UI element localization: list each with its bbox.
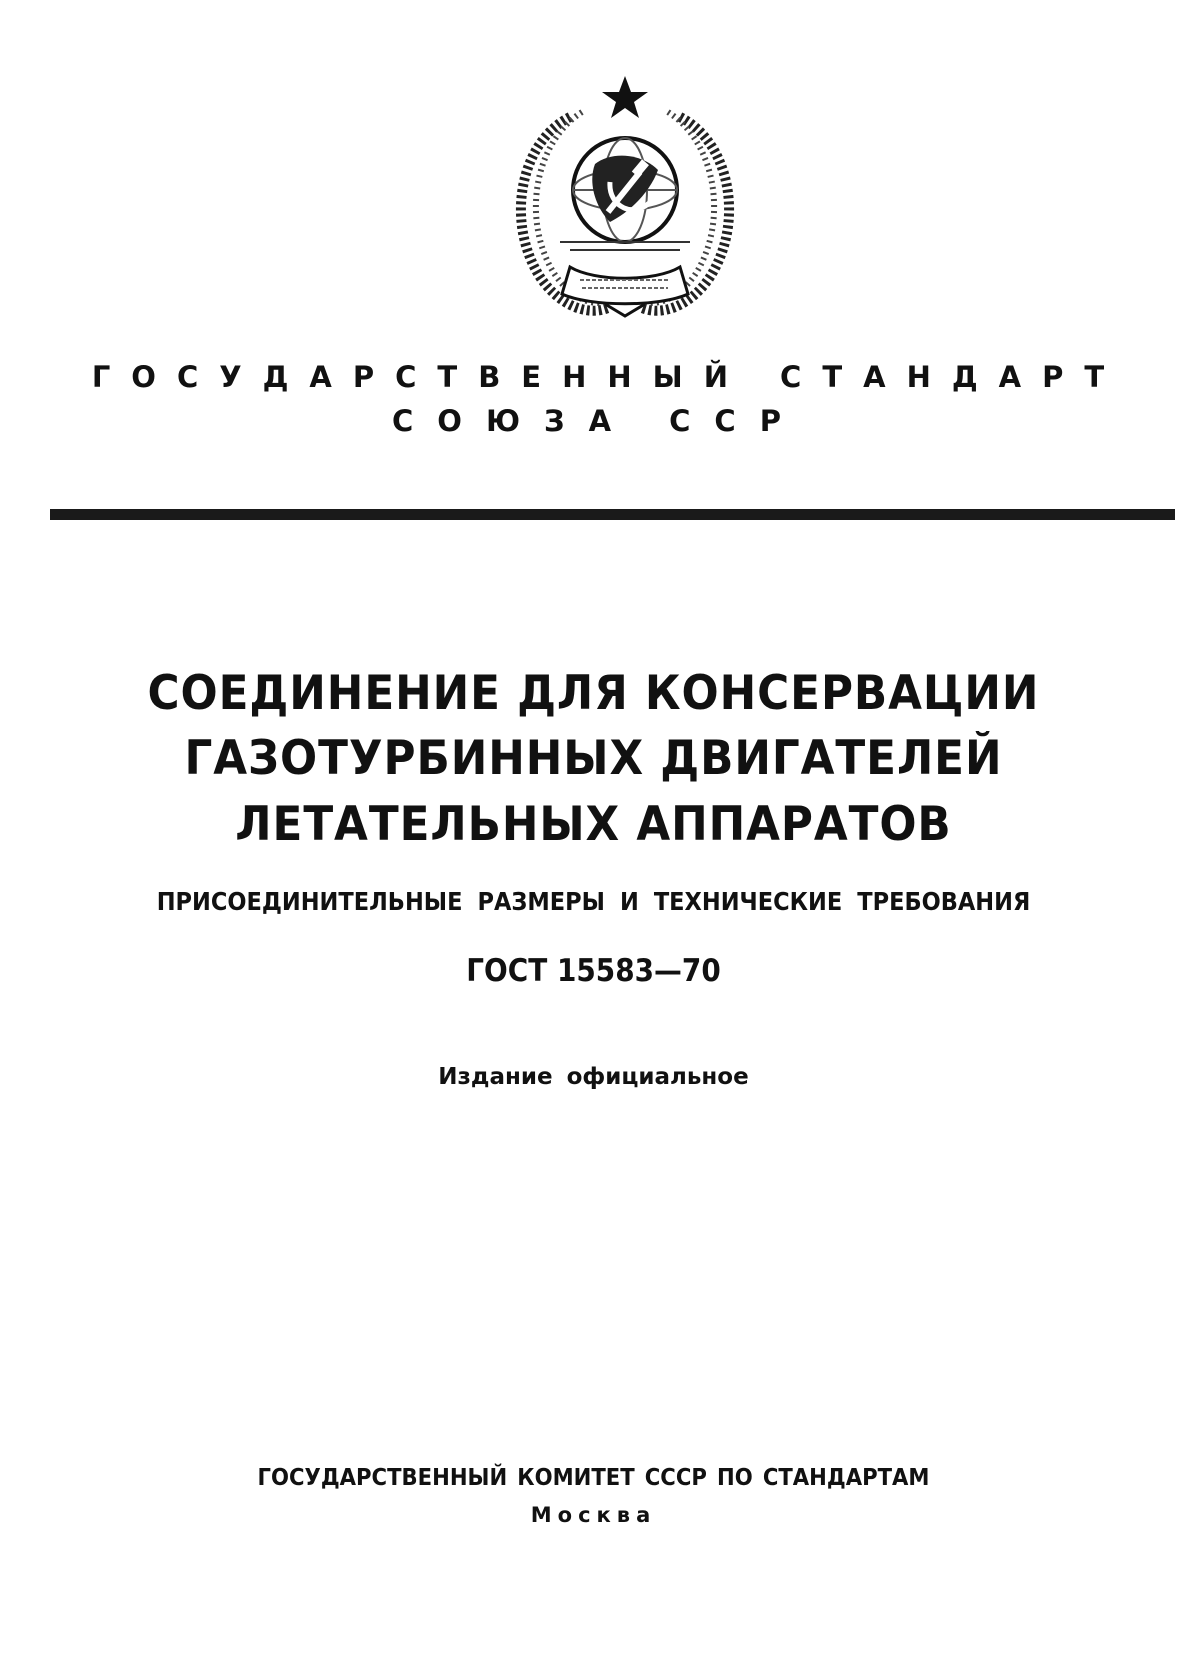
standard-code: ГОСТ 15583—70	[466, 953, 721, 989]
document-title-line-1: СОЕДИНЕНИЕ ДЛЯ КОНСЕРВАЦИИ	[147, 666, 1040, 721]
edition-note: Издание официальное	[438, 1064, 749, 1090]
document-title-line-3: ЛЕТАТЕЛЬНЫХ АППАРАТОВ	[235, 797, 952, 852]
issuer-title: ГОСУДАРСТВЕННЫЙ СТАНДАРТ	[91, 360, 1126, 394]
document-subtitle: ПРИСОЕДИНИТЕЛЬНЫЕ РАЗМЕРЫ И ТЕХНИЧЕСКИЕ ТРЕБОВАНИЯ	[156, 887, 1031, 916]
divider-rule	[50, 509, 1175, 520]
state-emblem-icon	[500, 72, 750, 332]
issuer-subtitle: СОЮЗА ССР	[392, 404, 805, 438]
publisher-name: ГОСУДАРСТВЕННЫЙ КОМИТЕТ СССР ПО СТАНДАРТАМ	[257, 1465, 930, 1491]
document-title-line-2: ГАЗОТУРБИННЫХ ДВИГАТЕЛЕЙ	[184, 731, 1003, 786]
publisher-city: Москва	[530, 1503, 657, 1527]
